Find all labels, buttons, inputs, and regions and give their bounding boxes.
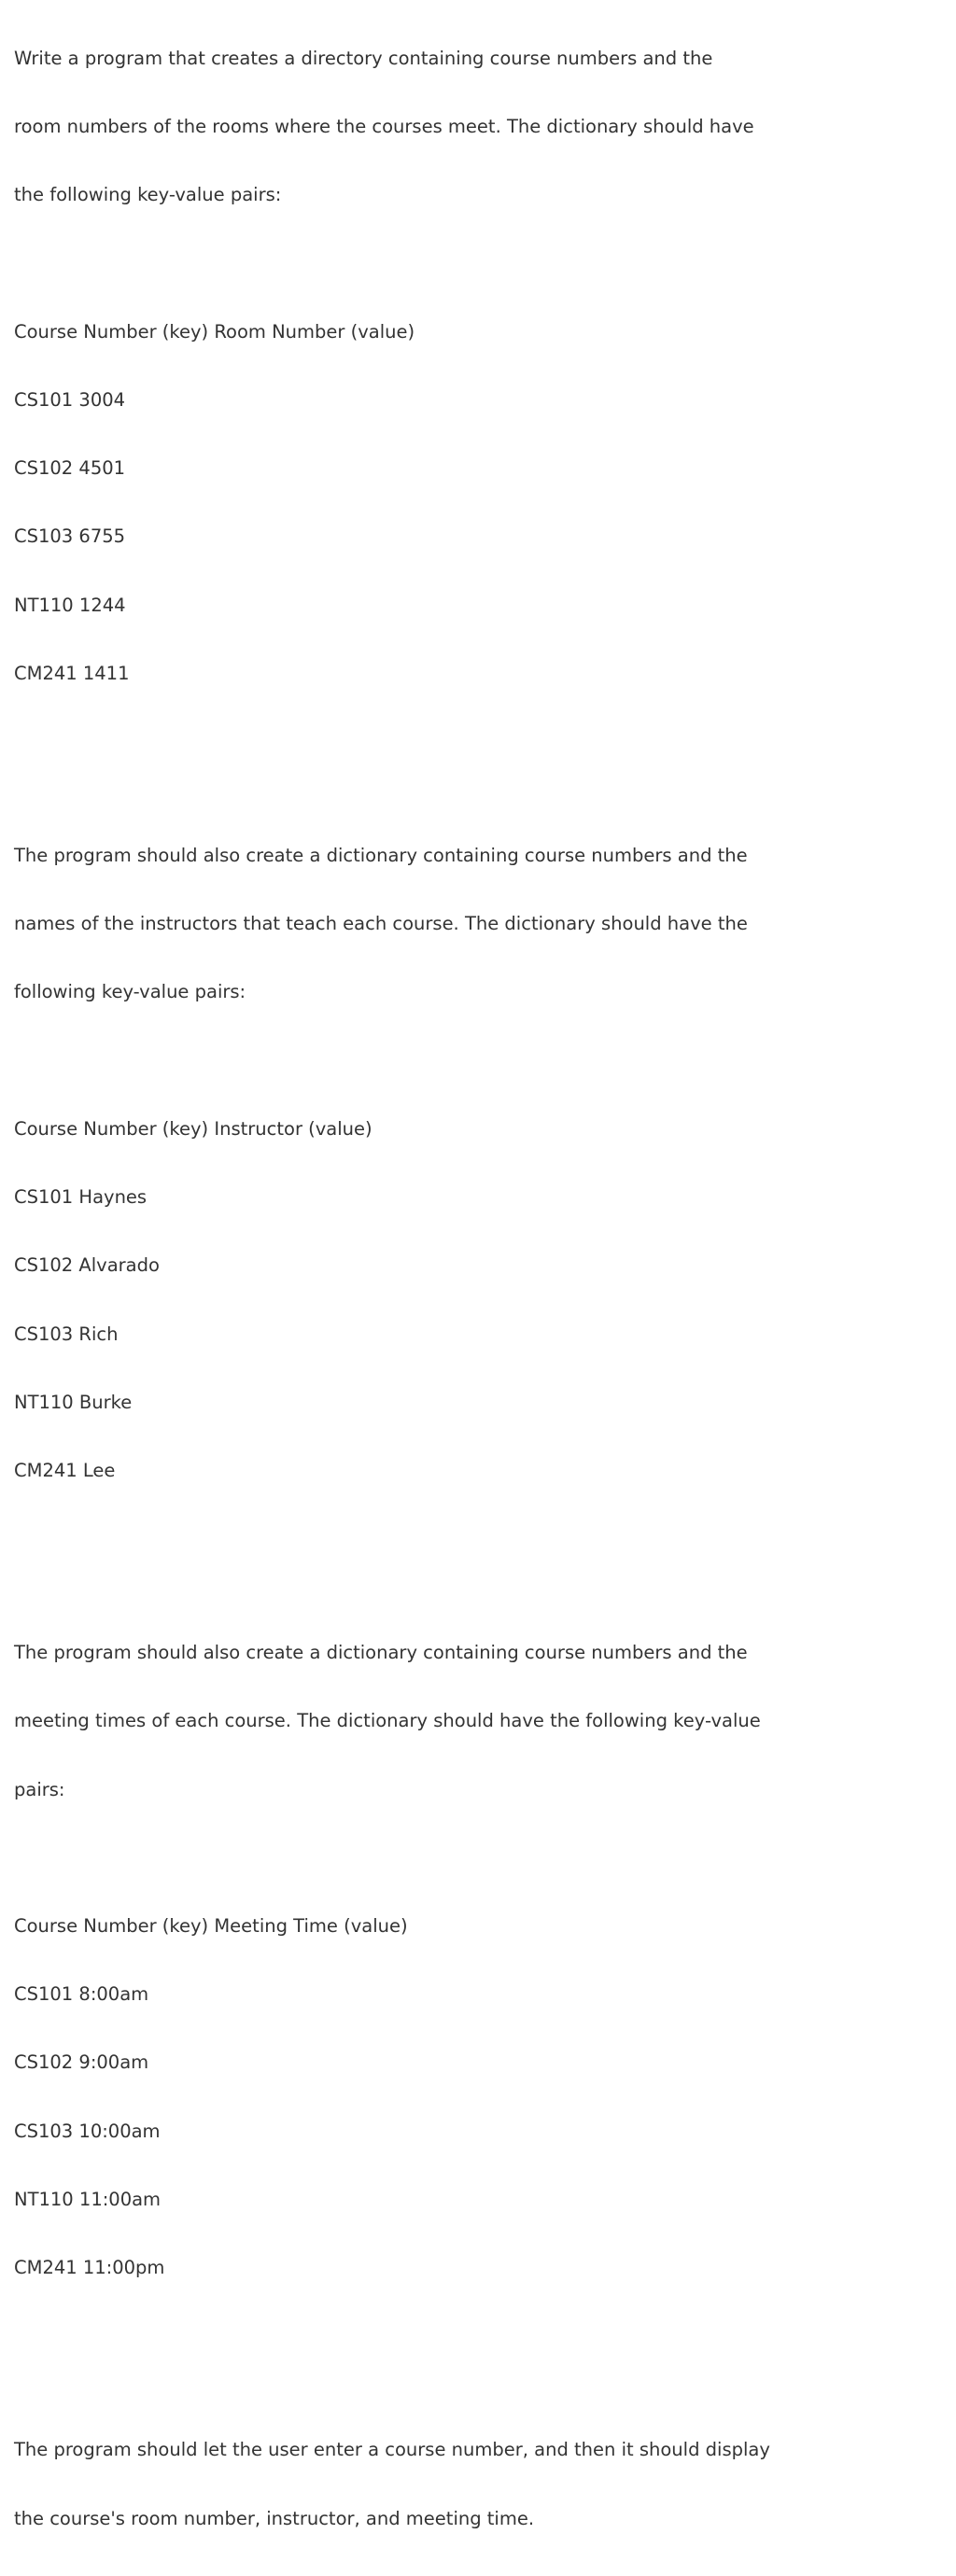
section-meeting-times [14,1596,948,2393]
table-row: NT110 1244 [14,594,126,616]
section-instructors [14,799,948,1596]
intro-line: names of the instructors that teach each course. The dictionary should have the [14,913,748,935]
table-row: CM241 1411 [14,662,130,684]
intro-line: meeting times of each course. The dictionary should have the following key-value [14,1710,761,1732]
table-header: Course Number (key) Meeting Time (value) [14,1915,408,1938]
table-row: CS103 10:00am [14,2120,161,2142]
assignment-text [14,2,948,2576]
closing-line: the course's room number, instructor, and meeting time. [14,2507,535,2529]
blank-line [14,1050,948,1072]
blank-line [14,2325,948,2347]
table-row: CM241 Lee [14,1459,116,1481]
intro-line: following key-value pairs: [14,981,246,1003]
intro-line: pairs: [14,1778,65,1800]
table-row: CS101 3004 [14,388,126,411]
table-row: CM241 11:00pm [14,2257,165,2279]
table-row: CS102 9:00am [14,2051,149,2074]
table-row: CS101 8:00am [14,1983,149,2006]
blank-line [14,1847,948,1869]
table-row: CS103 Rich [14,1323,119,1345]
table-header: Course Number (key) Instructor (value) [14,1117,373,1140]
blank-line [14,731,948,753]
intro-line: Write a program that creates a directory containing course numbers and the [14,47,713,69]
table-row: NT110 Burke [14,1391,133,1413]
table-row: NT110 11:00am [14,2188,162,2210]
closing-paragraph [14,2394,948,2576]
table-header: Course Number (key) Room Number (value) [14,320,415,343]
table-row: CS101 Haynes [14,1186,148,1209]
intro-line: The program should also create a dictionary containing course numbers and the [14,845,748,866]
blank-line [14,1528,948,1550]
section-rooms [14,2,948,799]
intro-line: the following key-value pairs: [14,184,282,206]
table-row: CS102 Alvarado [14,1254,160,1277]
closing-line: The program should let the user enter a course number, and then it should display [14,2439,770,2461]
table-row: CS102 4501 [14,457,126,480]
table-row: CS103 6755 [14,525,126,548]
blank-line [14,252,948,274]
intro-line: room numbers of the rooms where the courses meet. The dictionary should have [14,116,754,138]
intro-line: The program should also create a dictionary containing course numbers and the [14,1642,748,1664]
